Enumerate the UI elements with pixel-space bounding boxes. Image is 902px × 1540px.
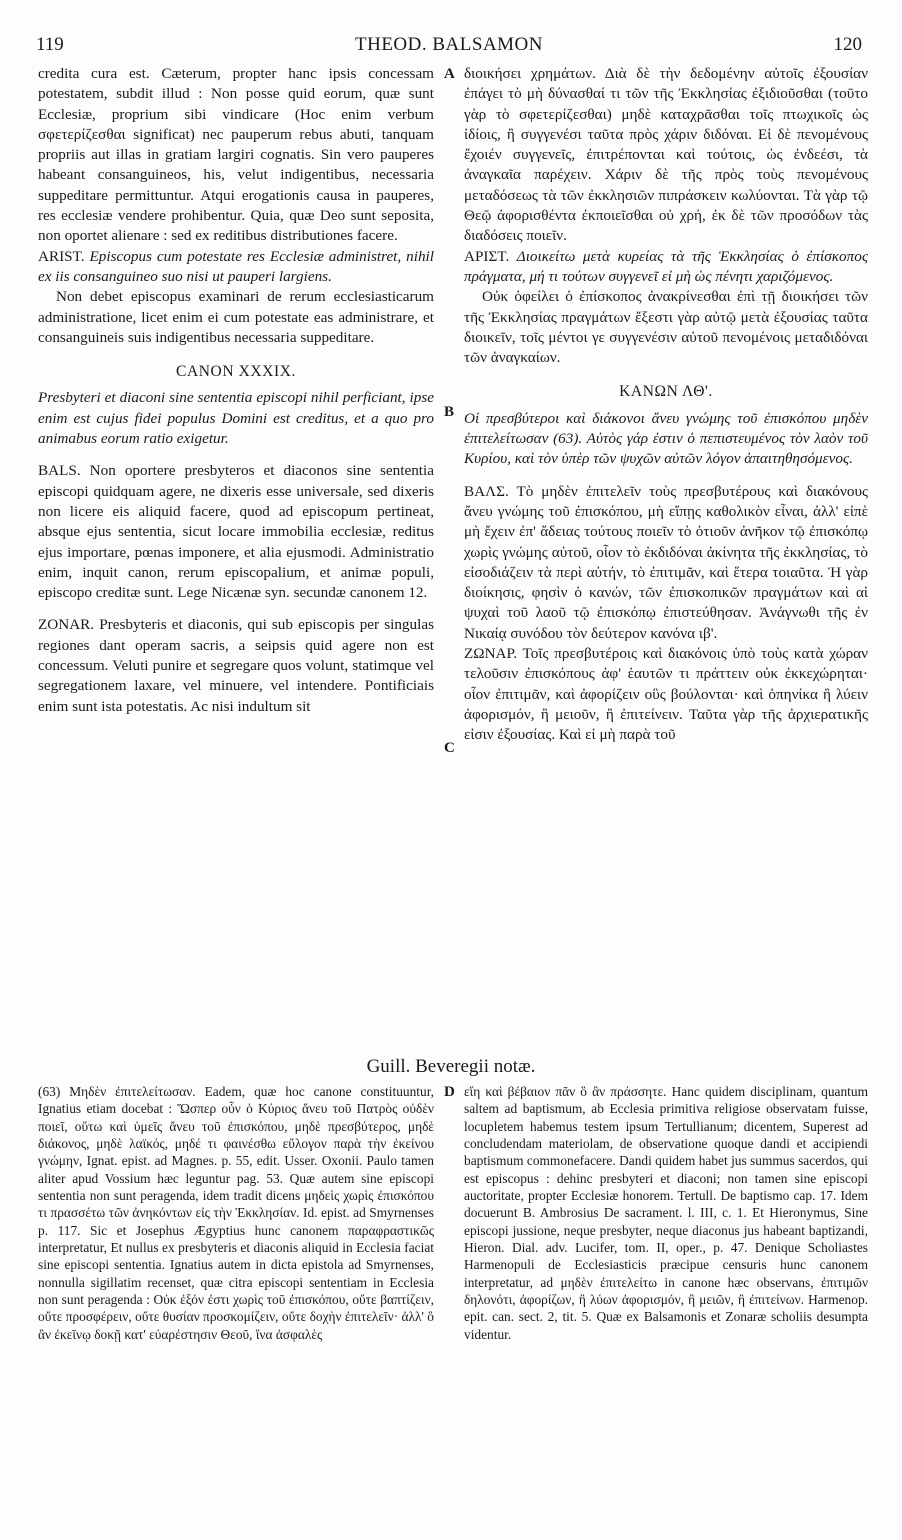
greek-bals-text: Τὸ μηδὲν ἐπιτελεῖν τοὺς πρεσβυτέρους καὶ διακόνους ἄνευ γνώμης τοῦ ἐπισκόπου, μὴ εἴπῃς καθολικὸν εἶναι, ἀλλ' εἰπὲ μὴ ἔχειν ἐπ' ἄδειας τούτους ποιεῖν τὸ ὁτιοῦν ἀνῆκον τῷ ἐπισκόπῳ χωρὶς γνώμης αὐτοῦ, οἷον τὸ ἐκδιδόναι ἀκίνητα τῆς ἐκκλησίας, τὸ εἰσοδιάζειν τὰ περὶ αὐτήν, τὸ ἐπιτιμᾶν, καὶ ἕτερα τοιαῦτα. Ἡ γὰρ διοίκησις, φησὶν ὁ κανών, τῶν ἐπισκοπικῶν πραγμάτων καὶ αἱ ψυχαὶ τοῦ λαοῦ τῷ ἐπισκόπῳ ἐπιστεύθησαν. Ἀνάγνωθι τῆς ἐν Νικαίᾳ συνόδου τὸν δεύτερον κανόνα ιβ'. (464, 482, 868, 642)
latin-column (38, 64, 434, 717)
greek-zonar-text: Τοῖς πρεσβυτέροις καὶ διακόνοις ὑπὸ τοὺς κατὰ χώραν τελοῦσιν ἐπισκόπους ἀφ' ἑαυτῶν τι πράττειν οὐκ ἐκκεχώρηται· οἷον ἐπιτιμᾶν, καὶ ἀφορίζειν οὓς βούλονται· καὶ ὁπηνίκα ἢ λύειν ἀφορισμόν, ἢ μειοῦν, ἢ ἐπιτείνειν. Ταῦτα γὰρ τῆς ἀρχιερατικῆς εἰσιν ἐξουσίας. Καὶ εἰ μὴ παρὰ τοῦ (464, 645, 869, 744)
zonar-label: ZONAR. (38, 616, 95, 634)
notes-right-column: εἴη καὶ βέβαιον πᾶν ὃ ἂν πράσσητε. Hanc quidem disciplinam, quantum saltem ad baptismum, ab Ecclesia primitiva religiose observatam fuisse, locupletem habemus testem ipsum Tertullianum; dicentem, Superest ad concludendam materiolam, de observatione quoque dandi et accipiendi baptismum commonefacere. Dandi quidem habet jus summus sacerdos, qui est episcopus : dehinc presbyteri et diaconi; non tamen sine episcopi auctoritate, propter Ecclesiæ honorem. Tertull. De baptismo cap. 17. Idem docuerunt B. Ambrosius De sacrament. l. III, c. 1. Et Hieronymus, Sine episcopi jussione, neque presbyter, neque diaconus jus habeant baptizandi, Hieron. Dial. adv. Lucifer, tom. II, oper., p. 47. Denique Scholiastes Harmenopuli de Ecclesiasticis præcipue censuris hunc canonem interpretatur, ad μηδὲν ἐπιτελείτω in canone hæc observans, ἐπιτιμῶν δηλονότι, ἀφορίζων, ἢ λύων ἀφορισμόν, ἢ μειῶν, ἢ ἐπιτείνων. Harmenop. epit. can. sect. 2, tit. 5. Quæ ex Balsamonis et Zonaræ scholiis desumpta videntur. (464, 1084, 868, 1342)
margin-marker-d: D (444, 1084, 455, 1100)
greek-paragraph-1: διοικήσει χρημάτων. Διὰ δὲ τὴν δεδομένην αὐτοῖς ἐξουσίαν ἐπάγει τὸ μὴ δύνασθαί τι τῶν τῆς Ἐκκλησίας ἐξιδιοῦσθαι (τοῦτο γὰρ τὸ σφετερίζεσθαι) μηδὲ καταχρᾶσθαι τοῖς πτωχικοῖς ὡς ἰδίοις, ἢ συγγενέσι ταῦτα πρὸς χάριν διδόναι. Εἰ δὲ πενομένους ἔχοιέν συγγενεῖς, ἐπιτρέπονται καὶ τούτοις, ὡς ἐνδεέσι, τὰ ἀναγκαῖα παρέχειν. Χάριν δὲ τῆς πρὸς τοὺς πενομένους μεταδόσεως τὰ τῶν ἐκκλησιῶν πιπράσκειν κωλύονται. Τὰ γὰρ τῷ Θεῷ ἀφορισθέντα ἐκποιεῖσθαι οὐ χρή, ἐκ δὲ τῶν προσόδων τὰς διαδόσεις ποιεῖν. (464, 65, 868, 245)
bals-text: Non oportere presbyteros et diaconos sine sententia episcopi quidquam agere, ne dixeris esse universale, sed dixeris non licere eis aliquid facere, quod ad episcopum pertineat, absque ejus sententia, sicut locare immobilia ecclesiæ, reditus ejus importare, pœnas imponere, et alia ejusmodi. Administratio enim, inquit canon, rerum episcopalium, et animæ populi, episcopo creditæ sunt. Lege Nicænæ syn. secundæ canonem 12. (38, 462, 434, 602)
greek-bals-paragraph (464, 482, 868, 644)
greek-arist-text: Διοικείτω μετὰ κυρείας τὰ τῆς Ἐκκλησίας ὁ ἐπίσκοπος πράγματα, μή τι τούτων συγγενεῖ εἰ μὴ ὡς πένητι χαριζόμενος. (464, 247, 868, 285)
latin-zonar-paragraph (38, 615, 434, 716)
latin-paragraph-1: credita cura est. Cæterum, propter hanc ipsis concessam potestatem, subdit illud : Non posse quid eorum, quæ sunt Ecclesiæ, proprium sibi vindicare (Hoc enim verbum σφετερίζεσθαι significat) nec pauperum rebus abuti, tanquam propriis aut illas in gratiam largiri cognatis. Sin vero pauperes habeant consanguineos, his, velut indigentibus, necessaria suppeditare permittuntur. Atqui erogationis causa in pauperes, res ecclesiæ vendere prohibentur. Quia, quæ Deo sunt seposita, non oportet alienare : sed ex reditibus distributiones facere. (38, 65, 434, 245)
greek-canon-text: Οἱ πρεσβύτεροι καὶ διάκονοι ἄνευ γνώμης τοῦ ἐπισκόπου μηδὲν ἐπιτελείτωσαν (63). Αὐτὸς γάρ ἐστιν ὁ πεπιστευμένος τὸν λαὸν τοῦ Κυρίου, καὶ τὸν ὑπὲρ τῶν ψυχῶν αὐτῶν λόγον ἀπαιτηθησόμενος. (464, 409, 868, 468)
running-header (36, 34, 862, 60)
greek-column (464, 64, 868, 746)
latin-canon-heading: CANON XXXIX. (176, 363, 296, 381)
arist-text: Episcopus cum potestate res Ecclesiæ administret, nihil ex iis consanguineo suo nisi ut pauperi largiens. (38, 247, 434, 285)
arist-label: ARIST. (38, 247, 85, 265)
greek-zonar-paragraph (464, 644, 868, 745)
margin-marker-c: C (444, 740, 455, 756)
latin-paragraph-3: Non debet episcopus examinari de rerum ecclesiasticarum administratione, licet enim ei cum potestate eas administrare, et consanguineis suis indigentibus necessaria suppeditare. (38, 288, 434, 346)
greek-bals-label: ΒΑΛΣ. (464, 482, 509, 500)
page-number-left: 119 (36, 34, 64, 55)
greek-arist-paragraph (464, 247, 868, 288)
greek-arist-label: ΑΡΙΣΤ. (464, 247, 510, 265)
zonar-text: Presbyteris et diaconis, qui sub episcopis per singulas regiones dant operam sacris, a seipsis quid agere non est concessum. Veluti punire et segregare quos volunt, statimque vel segregationem laxare, vel minuere, vel intendere. Pontificiais enim sunt ista potestatis. Ac nisi indultum sit (38, 616, 434, 715)
page-number-right: 120 (833, 34, 862, 55)
latin-bals-paragraph (38, 461, 434, 603)
latin-arist-paragraph (38, 247, 434, 288)
bals-label: BALS. (38, 462, 81, 480)
margin-marker-b: B (444, 404, 455, 420)
running-title: THEOD. BALSAMON (355, 34, 543, 55)
margin-marker-a: A (444, 66, 455, 82)
notes-title: Guill. Beveregii notæ. (366, 1056, 536, 1077)
greek-zonar-label: ΖΩΝΑΡ. (464, 645, 518, 663)
notes-left-column: (63) Μηδὲν ἐπιτελείτωσαν. Eadem, quæ hoc canone constituuntur, Ignatius etiam docebat : Ὥσπερ οὖν ὁ Κύριος ἄνευ τοῦ Πατρὸς οὐδὲν ποιεῖ, οὕτω καὶ ὑμεῖς ἄνευ τοῦ ἐπισκόπου, μηδὲ πρεσβύτερος, μηδὲ διάκονος, μηδὲ λαϊκός, μηδέ τι φαινέσθω εὔλογον παρὰ τὴν ἐκείνου γνώμην, Ignat. epist. ad Magnes. p. 55, edit. Usser. Oxonii. Paulo tamen aliter apud Vossium hæc leguntur pag. 53. Quæ autem sine episcopi sententia non sunt peragenda, idem tradit dicens μηδεὶς χωρὶς ἐπισκόπου τι πρασσέτω τῶν ἀνηκόντων εἰς τὴν Ἐκκλησίαν. Id. epist. ad Smyrnenses p. 117. Sic et Josephus Ægyptius hunc canonem παραφραστικῶς interpretatur, Et nullus ex presbyteris et diaconis aliquid in Ecclesia faciat sine episcopi sententia. Ignatius autem in dicta epistola ad Smyrnenses, nonnulla sigillatim recenset, quæ citra episcopi sententiam in Ecclesia non sunt peragenda : Οὐκ ἐξόν ἐστι χωρὶς τοῦ ἐπισκόπου, οὔτε βαπτίζειν, οὔτε προσφέρειν, οὔτε θυσίαν προσκομίζειν, οὔτε δοχὴν ἐπιτελεῖν· ἀλλ' ὃ ἂν ἐκεῖνῳ δοκῇ κατ' εὐαρέστησιν Θεοῦ, ἵνα ἀσφαλὲς (38, 1084, 434, 1342)
greek-paragraph-3: Οὐκ ὀφείλει ὁ ἐπίσκοπος ἀνακρίνεσθαι ἐπὶ τῇ διοικήσει τῶν τῆς Ἐκκλησίας πραγμάτων ἔξεστι γὰρ αὐτῷ μετὰ ἐξουσίας ταῦτα διοικεῖν, τοῖς μέντοι γε συγγενέσιν αὐτοῦ πενομένοις μεταδιδόναι τῶν ἀναγκαίων. (464, 288, 868, 367)
latin-canon-text: Presbyteri et diaconi sine sententia episcopi nihil perficiant, ipse enim est cujus fidei populus Domini est creditus, et a quo pro animabus eorum ratio exigetur. (38, 389, 434, 448)
greek-canon-heading: ΚΑΝΩΝ ΛΘ'. (619, 383, 713, 401)
